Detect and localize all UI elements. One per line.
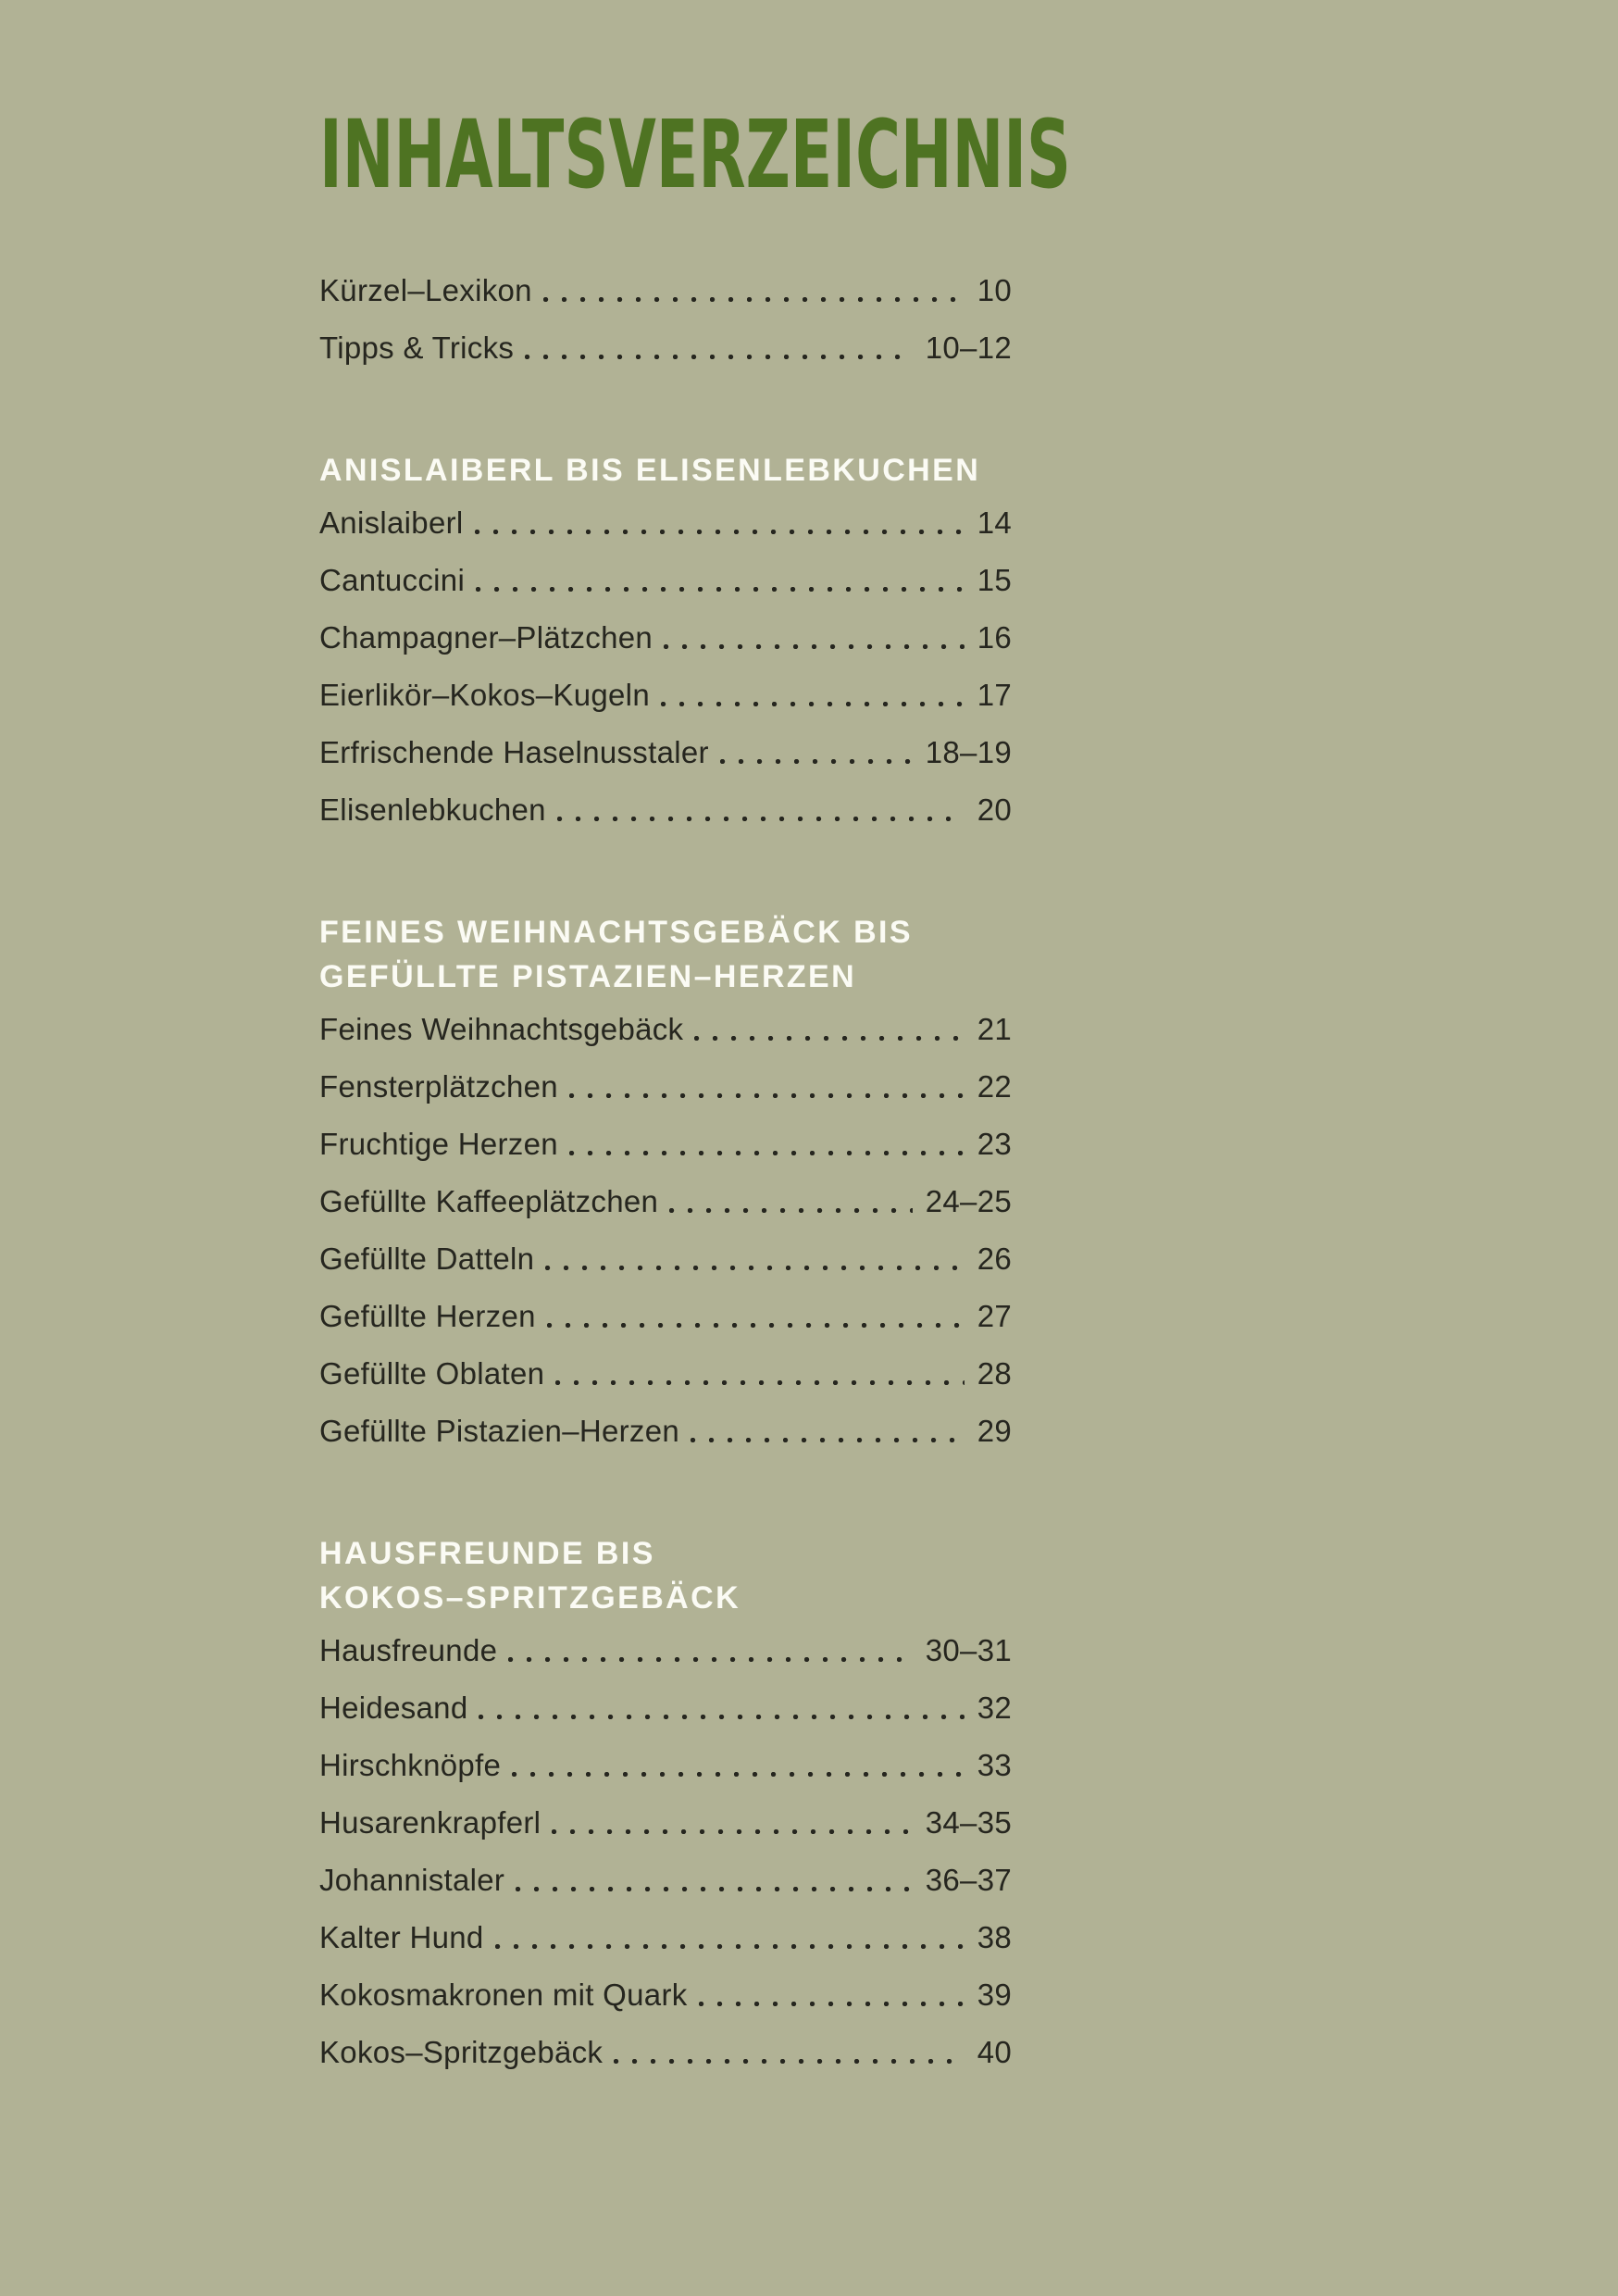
section-header-line: KOKOS–SPRITZGEBÄCK bbox=[319, 1580, 741, 1616]
dot-leader bbox=[475, 529, 965, 534]
entry-label: Champagner–Plätzchen bbox=[319, 620, 653, 655]
toc-section bbox=[319, 910, 1012, 1450]
entry-page-number: 30–31 bbox=[925, 1633, 1012, 1667]
entry-label: Johannistaler bbox=[319, 1863, 505, 1897]
entry-page-number: 17 bbox=[977, 678, 1012, 712]
entry-page-number: 27 bbox=[977, 1299, 1012, 1333]
dot-leader bbox=[525, 354, 913, 359]
toc-entry bbox=[319, 272, 1012, 309]
toc-page bbox=[319, 100, 1071, 2091]
toc-section bbox=[319, 1531, 1012, 2071]
toc-entry bbox=[319, 1804, 1012, 1841]
entry-label: Gefüllte Oblaten bbox=[319, 1356, 545, 1391]
page-title bbox=[319, 100, 1078, 210]
entry-label: Kürzel–Lexikon bbox=[319, 273, 532, 307]
entry-label: Fensterplätzchen bbox=[319, 1069, 558, 1104]
dot-leader bbox=[508, 1656, 912, 1662]
entry-page-number: 15 bbox=[977, 563, 1012, 597]
entry-label: Kokosmakronen mit Quark bbox=[319, 1978, 688, 2012]
entry-page-number: 32 bbox=[977, 1691, 1012, 1725]
toc-entry bbox=[319, 330, 1012, 367]
entry-page-number: 38 bbox=[977, 1920, 1012, 1954]
toc-entry bbox=[319, 1011, 1012, 1048]
dot-leader bbox=[479, 1714, 964, 1719]
entry-label: Erfrischende Haselnusstaler bbox=[319, 735, 709, 769]
dot-leader bbox=[569, 1092, 965, 1098]
section-header bbox=[319, 448, 1012, 493]
entry-page-number: 36–37 bbox=[925, 1863, 1012, 1897]
entry-label: Gefüllte Datteln bbox=[319, 1242, 535, 1276]
entry-page-number: 10–12 bbox=[925, 331, 1012, 365]
dot-leader bbox=[694, 1035, 964, 1041]
entry-label: Cantuccini bbox=[319, 563, 466, 597]
dot-leader bbox=[545, 1265, 964, 1270]
entry-page-number: 26 bbox=[977, 1242, 1012, 1276]
toc-entry bbox=[319, 734, 1012, 771]
dot-leader bbox=[614, 2058, 964, 2064]
dot-leader bbox=[720, 758, 913, 764]
section-header-line: ANISLAIBERL BIS ELISENLEBKUCHEN bbox=[319, 453, 981, 488]
entry-label: Husarenkrapferl bbox=[319, 1805, 541, 1840]
toc-entry bbox=[319, 562, 1012, 599]
toc-section bbox=[319, 448, 1012, 829]
entry-label: Heidesand bbox=[319, 1691, 468, 1725]
toc-entry bbox=[319, 1241, 1012, 1278]
intro-entries bbox=[319, 272, 1012, 367]
entry-label: Hirschknöpfe bbox=[319, 1748, 502, 1782]
section-header-line: HAUSFREUNDE BIS bbox=[319, 1536, 655, 1571]
toc-entry bbox=[319, 1183, 1012, 1220]
entry-page-number: 39 bbox=[977, 1978, 1012, 2012]
page-title-text: INHALTSVERZEICHNIS bbox=[319, 100, 1071, 210]
entry-page-number: 29 bbox=[977, 1414, 1012, 1448]
entry-label: Hausfreunde bbox=[319, 1633, 498, 1667]
entry-label: Fruchtige Herzen bbox=[319, 1127, 558, 1161]
dot-leader bbox=[664, 643, 965, 649]
toc-entry bbox=[319, 1862, 1012, 1899]
section-entries bbox=[319, 505, 1012, 829]
entry-label: Gefüllte Pistazien–Herzen bbox=[319, 1414, 680, 1448]
dot-leader bbox=[543, 296, 965, 302]
section-header bbox=[319, 910, 1012, 999]
entry-page-number: 16 bbox=[977, 620, 1012, 655]
sections bbox=[319, 448, 1012, 2071]
toc-entry bbox=[319, 619, 1012, 656]
toc-entry bbox=[319, 2034, 1012, 2071]
dot-leader bbox=[699, 2001, 965, 2006]
dot-leader bbox=[476, 586, 965, 592]
entry-label: Eierlikör–Kokos–Kugeln bbox=[319, 678, 650, 712]
entry-page-number: 18–19 bbox=[925, 735, 1012, 769]
toc-entry bbox=[319, 1355, 1012, 1392]
section-entries bbox=[319, 1011, 1012, 1450]
toc-entry bbox=[319, 1977, 1012, 2014]
toc-entry bbox=[319, 1632, 1012, 1669]
entry-page-number: 23 bbox=[977, 1127, 1012, 1161]
dot-leader bbox=[552, 1828, 912, 1834]
entry-page-number: 21 bbox=[977, 1012, 1012, 1046]
toc-entry bbox=[319, 1413, 1012, 1450]
toc-entry bbox=[319, 792, 1012, 829]
entry-label: Elisenlebkuchen bbox=[319, 792, 546, 827]
dot-leader bbox=[516, 1886, 913, 1891]
toc-entry bbox=[319, 1690, 1012, 1727]
dot-leader bbox=[661, 701, 965, 706]
section-entries bbox=[319, 1632, 1012, 2071]
toc-entry bbox=[319, 1126, 1012, 1163]
section-header bbox=[319, 1531, 1012, 1620]
dot-leader bbox=[495, 1943, 965, 1949]
dot-leader bbox=[691, 1437, 965, 1442]
dot-leader bbox=[557, 816, 965, 821]
entry-page-number: 22 bbox=[977, 1069, 1012, 1104]
dot-leader bbox=[669, 1207, 913, 1213]
toc-entry bbox=[319, 1747, 1012, 1784]
entry-label: Tipps & Tricks bbox=[319, 331, 515, 365]
toc-entry bbox=[319, 505, 1012, 542]
toc-entry bbox=[319, 677, 1012, 714]
section-header-line: FEINES WEIHNACHTSGEBÄCK BIS bbox=[319, 915, 913, 950]
entry-page-number: 10 bbox=[977, 273, 1012, 307]
toc-entry bbox=[319, 1919, 1012, 1956]
dot-leader bbox=[555, 1379, 964, 1385]
dot-leader bbox=[569, 1150, 965, 1155]
entry-page-number: 20 bbox=[977, 792, 1012, 827]
entry-page-number: 34–35 bbox=[925, 1805, 1012, 1840]
entry-label: Feines Weihnachtsgebäck bbox=[319, 1012, 684, 1046]
entry-label: Gefüllte Kaffeeplätzchen bbox=[319, 1184, 659, 1218]
dot-leader bbox=[512, 1771, 965, 1777]
entry-label: Anislaiberl bbox=[319, 505, 464, 540]
entry-page-number: 14 bbox=[977, 505, 1012, 540]
entry-page-number: 40 bbox=[977, 2035, 1012, 2069]
dot-leader bbox=[547, 1322, 965, 1328]
toc-entry bbox=[319, 1298, 1012, 1335]
entry-label: Gefüllte Herzen bbox=[319, 1299, 536, 1333]
entry-label: Kalter Hund bbox=[319, 1920, 484, 1954]
entry-page-number: 24–25 bbox=[925, 1184, 1012, 1218]
section-header-line: GEFÜLLTE PISTAZIEN–HERZEN bbox=[319, 959, 857, 994]
entry-label: Kokos–Spritzgebäck bbox=[319, 2035, 604, 2069]
entry-page-number: 33 bbox=[977, 1748, 1012, 1782]
entry-page-number: 28 bbox=[977, 1356, 1012, 1391]
toc-entry bbox=[319, 1068, 1012, 1105]
